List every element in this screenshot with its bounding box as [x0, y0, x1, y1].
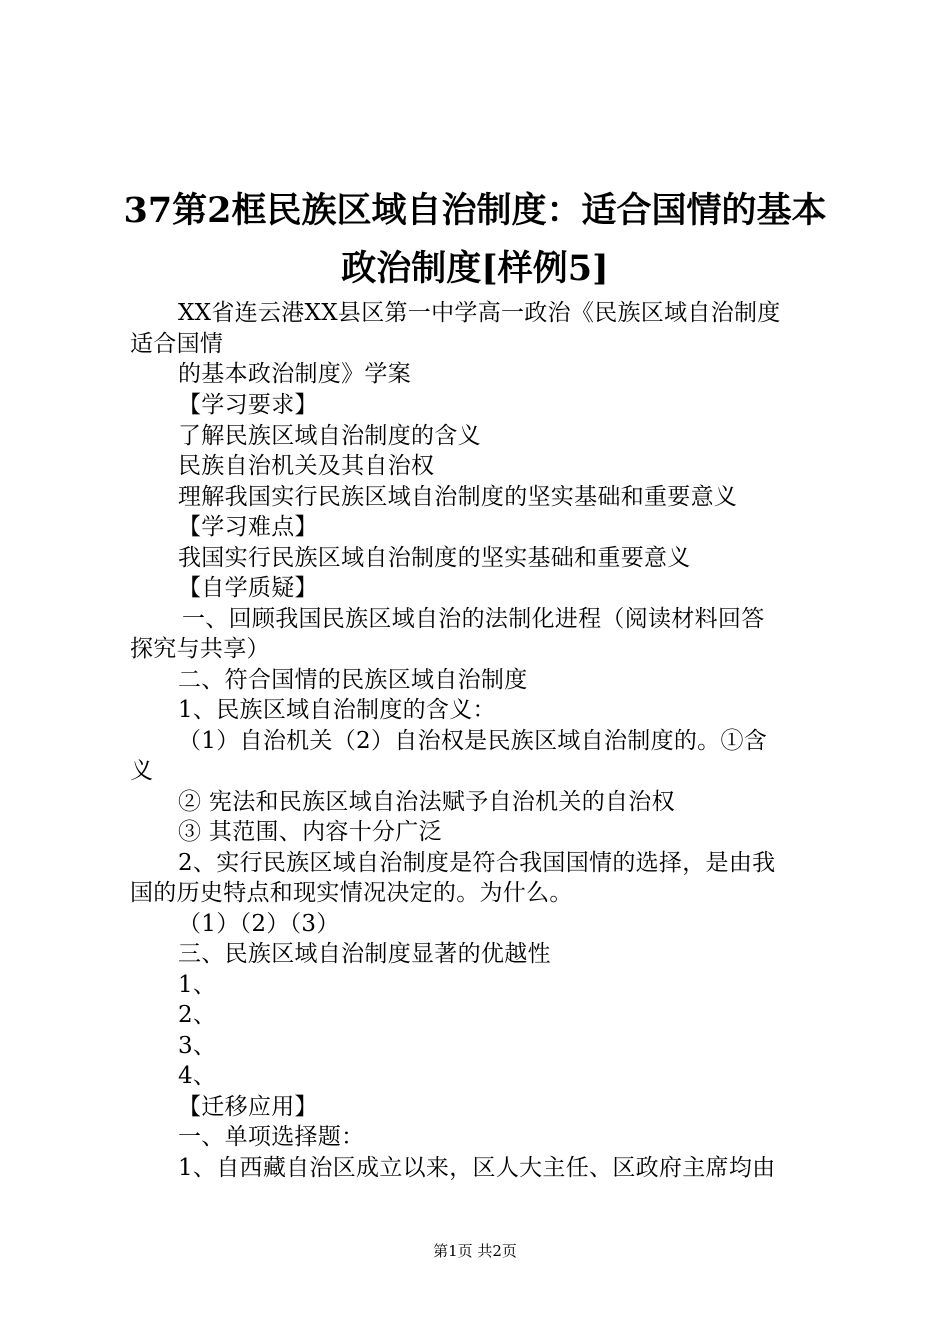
page-footer: 第1页 共2页: [433, 1242, 517, 1260]
body-line: 义: [130, 758, 154, 784]
body-line: （1）自治机关（2）自治权是民族区域自治制度的。①含: [178, 728, 768, 754]
body-line: 我国实行民族区域自治制度的坚实基础和重要意义: [178, 545, 691, 571]
body-line: ② 宪法和民族区域自治法赋予自治机关的自治权: [178, 789, 675, 815]
body-line: 国的历史特点和现实情况决定的。为什么。: [130, 880, 573, 906]
document-title-line-1: 37第2框民族区域自治制度：适合国情的基本: [123, 190, 827, 231]
list-item: 1、: [178, 972, 217, 998]
body-line: 探究与共享）: [130, 636, 270, 662]
document-title-line-2: 政治制度[样例5]: [341, 248, 609, 289]
section-heading: 【学习要求】: [178, 392, 318, 418]
body-line: 民族自治机关及其自治权: [178, 453, 435, 479]
body-line: 三、民族区域自治制度显著的优越性: [178, 941, 551, 967]
section-heading: 【迁移应用】: [178, 1094, 318, 1120]
body-line: 1、民族区域自治制度的含义：: [178, 697, 496, 723]
body-line: 一、回顾我国民族区域自治的法制化进程（阅读材料回答: [182, 606, 765, 632]
body-line: 适合国情: [130, 331, 224, 357]
body-line: 1、自西藏自治区成立以来，区人大主任、区政府主席均由: [178, 1155, 776, 1181]
body-line: 2、实行民族区域自治制度是符合我国国情的选择，是由我: [178, 850, 776, 876]
body-line: 二、符合国情的民族区域自治制度: [178, 667, 528, 693]
section-heading: 【学习难点】: [178, 514, 318, 540]
list-item: 4、: [178, 1063, 217, 1089]
body-line: ③ 其范围、内容十分广泛: [178, 819, 442, 845]
section-heading: 【自学质疑】: [178, 575, 318, 601]
body-line: （1）（2）（3）: [178, 911, 340, 937]
list-item: 3、: [178, 1033, 217, 1059]
body-line: 一、单项选择题：: [178, 1124, 365, 1150]
list-item: 2、: [178, 1002, 217, 1028]
body-line: 理解我国实行民族区域自治制度的坚实基础和重要意义: [178, 484, 738, 510]
body-line: 了解民族区域自治制度的含义: [178, 423, 481, 449]
body-line: 的基本政治制度》学案: [178, 361, 411, 387]
body-line: XX省连云港XX县区第一中学高一政治《民族区域自治制度: [178, 300, 781, 326]
